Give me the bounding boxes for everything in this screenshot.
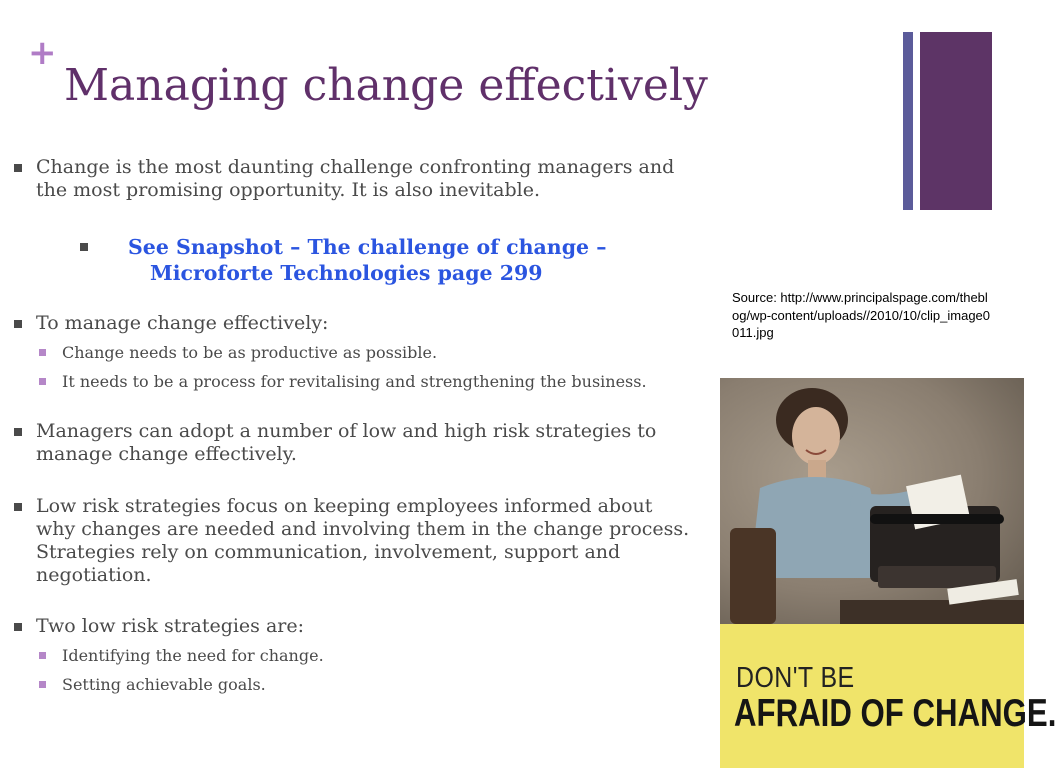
sub-bullet-square-icon [39,652,46,659]
image-source-caption: Source: http://www.principalspage.com/theblog/wp-content/uploads//2010/10/clip_image0011.jpg [732,290,991,340]
bullet-text: Managers can adopt a number of low and high risk strategies to manage change effectively. [36,420,657,465]
bullet-square-icon [14,164,22,172]
bullet-item [12,495,692,587]
snapshot-line-2: Microforte Technologies page 299 [150,261,543,285]
sub-bullet-text: Setting achievable goals. [62,675,266,694]
bullet-item [12,615,692,638]
sub-bullet-square-icon [39,681,46,688]
poster-text-line-2: AFRAID OF CHANGE. [734,692,1056,735]
typist-photo [720,378,1056,768]
poster-text-line-1: DON'T BE [736,662,855,694]
decorative-bar-thick [920,32,992,210]
bullet-text: To manage change effectively: [36,312,329,334]
sub-bullet-square-icon [39,349,46,356]
bullet-square-icon [14,503,22,511]
sub-bullet-item [12,343,692,363]
bullet-square-icon [14,623,22,631]
bullet-square-icon [80,243,88,251]
sub-bullet-text: Identifying the need for change. [62,646,324,665]
sub-bullet-item [12,675,692,695]
bullet-item [12,156,692,202]
plus-icon: + [28,33,57,73]
photo-vintage-typist [720,378,1024,624]
bullet-square-icon [14,320,22,328]
bullet-text: Change is the most daunting challenge confronting managers and the most promising opportunity. It is also inevitable. [36,156,675,201]
bullet-item [12,420,692,466]
slide-body [12,156,692,695]
sub-bullet-text: Change needs to be as productive as possible. [62,343,438,362]
snapshot-reference [12,234,692,286]
bullet-text: Two low risk strategies are: [36,615,305,637]
sub-bullet-square-icon [39,378,46,385]
bullet-square-icon [14,428,22,436]
slide-title: Managing change effectively [64,60,708,111]
bullet-text: Low risk strategies focus on keeping employees informed about why changes are needed and involving them in the change process. Strategies rely on communication, involvement, support and negotiation. [36,495,690,586]
sub-bullet-item [12,646,692,666]
sub-bullet-item [12,372,692,392]
typist-illustration [720,378,1024,624]
decorative-bar-thin [903,32,913,210]
sub-bullet-text: It needs to be a process for revitalising and strengthening the business. [62,372,647,391]
bullet-item [12,312,692,335]
snapshot-line-1: See Snapshot – The challenge of change – [128,235,607,259]
